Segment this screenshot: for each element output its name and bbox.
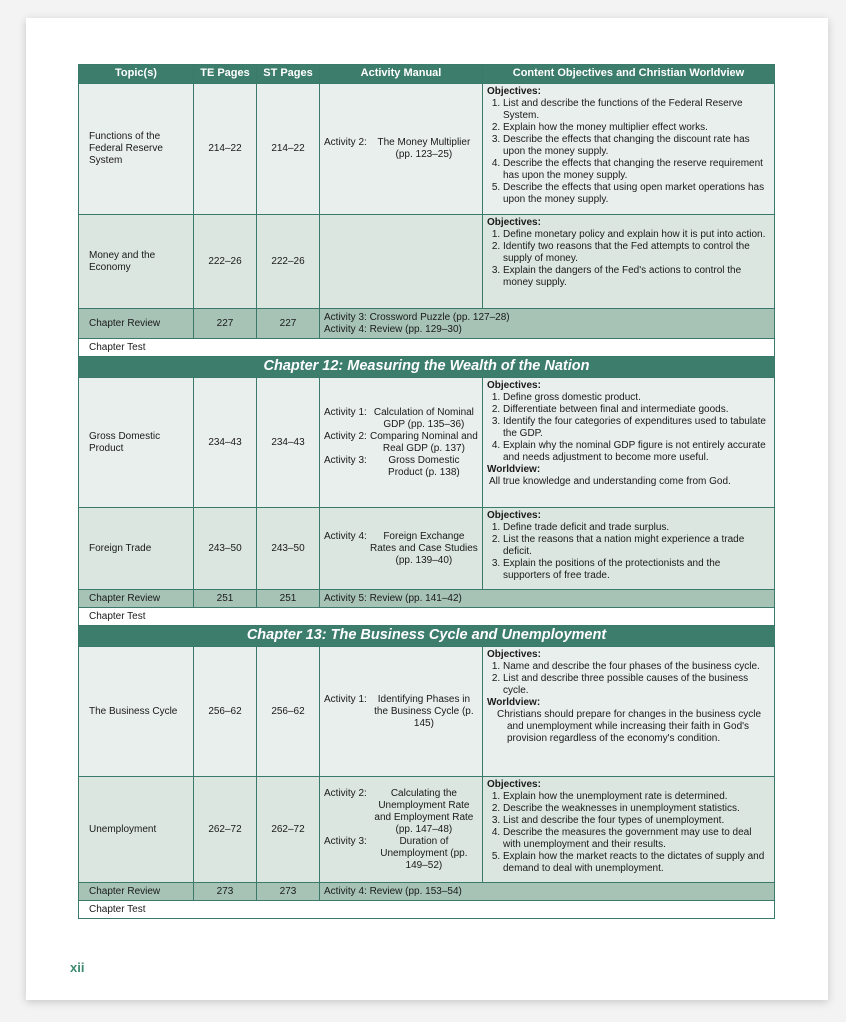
objective-item: 5. Describe the effects that using open market operations has upon the money supply. [503,182,770,206]
worldview-text: Christians should prepare for changes in the business cycle and unemployment while increasing their faith in God's provision regardless of the economy's condition. [497,709,762,744]
objective-item: 1. Explain how the unemployment rate is determined. [503,791,770,803]
table-row [79,378,775,508]
activity-text: Calculating the Unemployment Rate and Employment Rate (pp. 147–48) [374,787,474,835]
objectives-list [487,791,770,875]
objectives-cell [483,378,775,508]
te-pages-cell: 273 [194,883,257,901]
chapter-review-row [79,883,775,901]
chapter-test-label: Chapter Test [79,608,775,626]
objectives-list [487,229,770,289]
objective-item: 4. Explain why the nominal GDP figure is not entirely accurate and needs adjustment to become more useful. [503,440,770,464]
topic-cell: Unemployment [79,777,194,883]
chapter-test-row [79,901,775,919]
objective-item: 2. Differentiate between final and intermediate goods. [503,404,770,416]
activity-cell [320,378,483,508]
review-activities-cell [320,309,775,339]
page [26,18,828,1000]
te-pages-cell: 234–43 [194,378,257,508]
page-number: xii [70,960,85,975]
activity-cell [320,84,483,215]
activity-text: Gross Domestic Product (p. 138) [388,454,460,478]
activity-label: Activity 2: [324,430,367,442]
objective-item: 2. Explain how the money multiplier effect works. [503,122,770,134]
objectives-heading: Objectives: [487,649,541,660]
st-pages-cell: 214–22 [257,84,320,215]
objectives-cell [483,215,775,309]
activity-text: Identifying Phases in the Business Cycle (p. 145) [374,693,474,729]
objectives-cell [483,777,775,883]
activity-cell [320,215,483,309]
objective-item: 1. Name and describe the four phases of the business cycle. [503,661,770,673]
objectives-list [487,661,770,697]
objectives-list [487,392,770,464]
objective-item: 3. Describe the effects that changing the discount rate has upon the money supply. [503,134,770,158]
te-pages-cell: 227 [194,309,257,339]
chapter-test-row [79,608,775,626]
objectives-heading: Objectives: [487,779,541,790]
objectives-list [487,522,770,582]
table-row [79,215,775,309]
st-pages-cell: 227 [257,309,320,339]
objectives-heading: Objectives: [487,86,541,97]
activity-label: Activity 1: [324,693,367,705]
objectives-cell [483,508,775,590]
objectives-cell [483,647,775,777]
objective-item: 2. List the reasons that a nation might experience a trade deficit. [503,534,770,558]
activity-text: The Money Multiplier (pp. 123–25) [377,137,471,160]
st-pages-cell: 251 [257,590,320,608]
review-label: Chapter Review [79,309,194,339]
objective-item: 1. Define monetary policy and explain how it is put into action. [503,229,770,241]
te-pages-cell: 222–26 [194,215,257,309]
objectives-cell [483,84,775,215]
objective-item: 3. Explain the positions of the protectionists and the supporters of free trade. [503,558,770,582]
topic-cell: Functions of the Federal Reserve System [79,84,194,215]
header-topics: Topic(s) [79,65,194,84]
topic-cell: Money and the Economy [79,215,194,309]
st-pages-cell: 234–43 [257,378,320,508]
topic-cell: The Business Cycle [79,647,194,777]
activity-cell [320,647,483,777]
objectives-heading: Objectives: [487,380,541,391]
st-pages-cell: 243–50 [257,508,320,590]
objective-item: 1. Define gross domestic product. [503,392,770,404]
review-activity: Activity 3: Crossword Puzzle (pp. 127–28) [324,311,510,323]
review-activity: Activity 4: Review (pp. 129–30) [324,323,462,335]
chapter-test-label: Chapter Test [79,901,775,919]
header-te-pages: TE Pages [194,65,257,84]
activity-label: Activity 3: [324,835,367,847]
worldview-text: All true knowledge and understanding come from God. [489,476,731,487]
objectives-heading: Objectives: [487,510,541,521]
st-pages-cell: 222–26 [257,215,320,309]
te-pages-cell: 251 [194,590,257,608]
activity-label: Activity 3: [324,454,367,466]
st-pages-cell: 273 [257,883,320,901]
review-activities-cell [320,883,775,901]
objective-item: 2. List and describe three possible causes of the business cycle. [503,673,770,697]
activity-label: Activity 1: [324,406,367,418]
review-activities-cell [320,590,775,608]
activity-text: Duration of Unemployment (pp. 149–52) [380,835,468,871]
objective-item: 5. Explain how the market reacts to the dictates of supply and demand to deal with unemployment. [503,851,770,875]
review-activity: Activity 5: Review (pp. 141–42) [324,592,462,604]
topic-cell: Gross Domestic Product [79,378,194,508]
chapter-title-row [79,626,775,647]
activity-label: Activity 4: [324,530,367,542]
activity-text: Foreign Exchange Rates and Case Studies (pp. 139–40) [369,530,478,566]
objective-item: 1. Define trade deficit and trade surplus. [503,522,770,534]
activity-label: Activity 2: [324,137,367,148]
objective-item: 3. Identify the four categories of expenditures used to tabulate the GDP. [503,416,770,440]
chapter-13-title: Chapter 13: The Business Cycle and Unemployment [79,626,775,647]
chapter-review-row [79,590,775,608]
te-pages-cell: 214–22 [194,84,257,215]
objective-item: 1. List and describe the functions of the Federal Reserve System. [503,98,770,122]
objective-item: 2. Describe the weaknesses in unemployment statistics. [503,803,770,815]
table-row [79,84,775,215]
objective-item: 2. Identify two reasons that the Fed attempts to control the supply of money. [503,241,770,265]
te-pages-cell: 243–50 [194,508,257,590]
header-st-pages: ST Pages [257,65,320,84]
worldview-heading: Worldview: [487,464,541,475]
chapter-test-label: Chapter Test [79,339,775,357]
chapter-test-row [79,339,775,357]
objective-item: 4. Describe the measures the government may use to deal with unemployment and their results. [503,827,770,851]
chapter-title-row [79,357,775,378]
chapter-12-title: Chapter 12: Measuring the Wealth of the Nation [79,357,775,378]
te-pages-cell: 256–62 [194,647,257,777]
topic-cell: Foreign Trade [79,508,194,590]
scope-sequence-table [78,64,775,919]
objective-item: 3. Explain the dangers of the Fed's actions to control the money supply. [503,265,770,289]
review-label: Chapter Review [79,883,194,901]
worldview-heading: Worldview: [487,697,541,708]
review-label: Chapter Review [79,590,194,608]
st-pages-cell: 262–72 [257,777,320,883]
objectives-heading: Objectives: [487,217,541,228]
activity-label: Activity 2: [324,787,367,799]
objective-item: 3. List and describe the four types of unemployment. [503,815,770,827]
header-objectives: Content Objectives and Christian Worldview [483,65,775,84]
activity-cell [320,777,483,883]
table-row [79,647,775,777]
st-pages-cell: 256–62 [257,647,320,777]
activity-text: Comparing Nominal and Real GDP (p. 137) [369,430,478,454]
table-row [79,508,775,590]
te-pages-cell: 262–72 [194,777,257,883]
table-row [79,777,775,883]
chapter-review-row [79,309,775,339]
header-row [79,65,775,84]
activity-text: Calculation of Nominal GDP (pp. 135–36) [373,406,474,430]
review-activity: Activity 4: Review (pp. 153–54) [324,885,462,897]
activity-cell [320,508,483,590]
objectives-list [487,98,770,206]
header-activity-manual: Activity Manual [320,65,483,84]
objective-item: 4. Describe the effects that changing the reserve requirement has upon the money supply. [503,158,770,182]
